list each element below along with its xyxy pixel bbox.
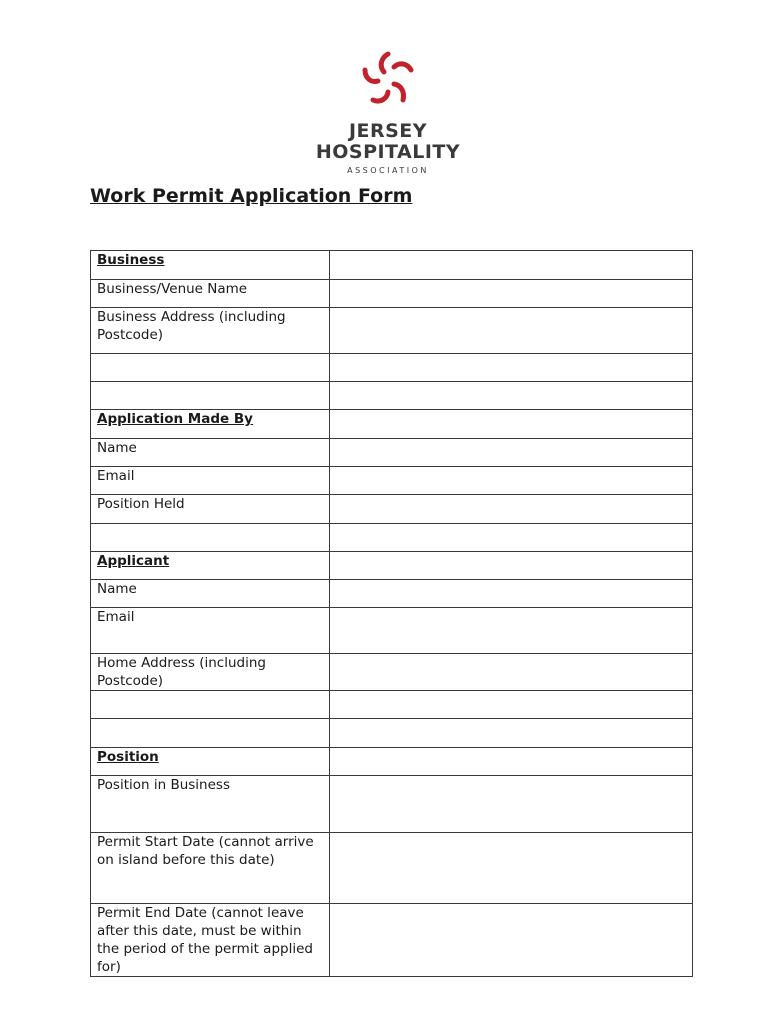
form-title: Work Permit Application Form — [90, 185, 413, 207]
field-input-cell[interactable] — [330, 719, 693, 748]
form-row — [91, 580, 693, 608]
field-input-cell[interactable] — [330, 654, 693, 691]
form-row — [91, 748, 693, 776]
blank-label-cell — [91, 691, 330, 719]
field-label: Position in Business — [91, 776, 330, 833]
flower-star-icon — [357, 48, 419, 110]
form-row — [91, 654, 693, 691]
blank-label-cell — [91, 382, 330, 410]
field-input-cell[interactable] — [330, 495, 693, 524]
form-row — [91, 354, 693, 382]
form-row — [91, 904, 693, 977]
form-row — [91, 467, 693, 495]
field-label: Business/Venue Name — [91, 280, 330, 308]
field-input-cell[interactable] — [330, 904, 693, 977]
field-input-cell[interactable] — [330, 308, 693, 354]
field-label: Name — [91, 439, 330, 467]
field-input-cell[interactable] — [330, 524, 693, 552]
field-label: Business Address (including Postcode) — [91, 308, 330, 354]
blank-label-cell — [91, 719, 330, 748]
field-input-cell[interactable] — [330, 467, 693, 495]
field-input-cell[interactable] — [330, 251, 693, 280]
section-heading: Business — [91, 251, 330, 280]
field-label: Email — [91, 608, 330, 654]
field-input-cell[interactable] — [330, 382, 693, 410]
form-row — [91, 608, 693, 654]
field-input-cell[interactable] — [330, 439, 693, 467]
section-heading: Applicant — [91, 552, 330, 580]
application-form-table — [90, 250, 693, 977]
section-heading: Position — [91, 748, 330, 776]
field-input-cell[interactable] — [330, 691, 693, 719]
form-row — [91, 439, 693, 467]
field-label: Name — [91, 580, 330, 608]
form-row — [91, 719, 693, 748]
field-input-cell[interactable] — [330, 354, 693, 382]
logo-word-association: ASSOCIATION — [347, 166, 429, 175]
field-input-cell[interactable] — [330, 608, 693, 654]
form-row — [91, 691, 693, 719]
form-row — [91, 410, 693, 439]
form-row — [91, 251, 693, 280]
blank-label-cell — [91, 524, 330, 552]
form-row — [91, 280, 693, 308]
form-row — [91, 308, 693, 354]
logo-word-jersey: JERSEY — [348, 120, 428, 142]
field-input-cell[interactable] — [330, 748, 693, 776]
field-label: Position Held — [91, 495, 330, 524]
form-row — [91, 495, 693, 524]
field-input-cell[interactable] — [330, 776, 693, 833]
form-row — [91, 552, 693, 580]
field-label: Permit Start Date (cannot arrive on island before this date) — [91, 833, 330, 904]
field-label: Email — [91, 467, 330, 495]
logo-word-hospitality: HOSPITALITY — [315, 141, 461, 163]
field-label: Home Address (including Postcode) — [91, 654, 330, 691]
form-row — [91, 524, 693, 552]
form-row — [91, 776, 693, 833]
form-row — [91, 833, 693, 904]
form-row — [91, 382, 693, 410]
field-input-cell[interactable] — [330, 280, 693, 308]
field-label: Permit End Date (cannot leave after this date, must be within the period of the permit applied for) — [91, 904, 330, 977]
section-heading: Application Made By — [91, 410, 330, 439]
association-logo — [312, 48, 464, 178]
field-input-cell[interactable] — [330, 410, 693, 439]
field-input-cell[interactable] — [330, 580, 693, 608]
field-input-cell[interactable] — [330, 833, 693, 904]
blank-label-cell — [91, 354, 330, 382]
field-input-cell[interactable] — [330, 552, 693, 580]
